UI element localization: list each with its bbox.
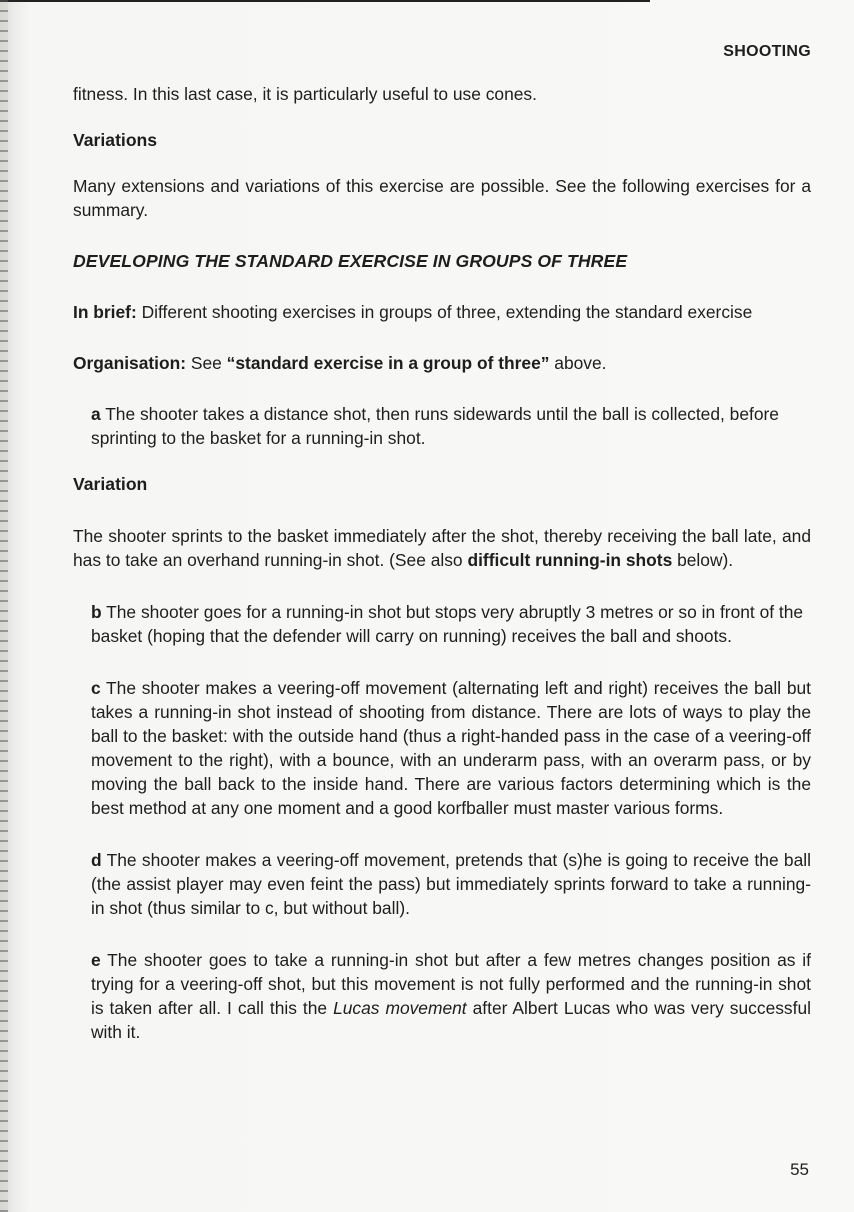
item-b-text: The shooter goes for a running-in shot but stops very abruptly 3 metres or so in front of the basket (hoping that the defender will carry on running) receives the ball and shoots. <box>91 602 804 646</box>
item-c-text: The shooter makes a veering-off movement (alternating left and right) receives the ball but takes a running-in shot instead of shooting from distance. There are lots of ways to play the ball to the basket: with the outside hand (thus a right-handed pass in the case of a veering-off movement to the right), with a bounce, with an underarm pass, with an overarm pass, or by moving the ball back to the inside hand. There are various factors determining which is the best method at any one moment and a good korfballer must master various forms. <box>91 678 811 818</box>
section-title: DEVELOPING THE STANDARD EXERCISE IN GROUPS OF THREE <box>73 251 628 271</box>
item-b-letter: b <box>91 602 102 622</box>
running-head: SHOOTING <box>723 43 811 60</box>
in-brief-label: In brief: <box>73 302 137 322</box>
variation-reference: difficult running-in shots <box>467 550 673 570</box>
item-c-letter: c <box>91 678 101 698</box>
paragraph-fitness: fitness. In this last case, it is particularly useful to use cones. <box>73 84 537 104</box>
variation-text-after: below). <box>672 550 734 570</box>
paragraph-organisation <box>73 351 811 375</box>
paragraph-in-brief <box>73 300 811 324</box>
organisation-text-after: above. <box>549 353 607 373</box>
organisation-reference: “standard exercise in a group of three” <box>226 353 550 373</box>
exercise-item-b <box>73 600 811 648</box>
page-number: 55 <box>790 1160 809 1179</box>
page-content <box>73 82 811 1044</box>
item-e-text-after: after Albert Lucas who was very successful with it. <box>91 998 811 1042</box>
spiral-binding-edge <box>0 0 8 1212</box>
item-e-letter: e <box>91 950 101 970</box>
item-a-text: The shooter takes a distance shot, then runs sidewards until the ball is collected, before sprinting to the basket for a running-in shot. <box>91 404 779 448</box>
item-d-text: The shooter makes a veering-off movement, pretends that (s)he is going to receive the ball (the assist player may even feint the pass) but immediately sprints forward to take a running-in shot (thus similar to c, but without ball). <box>91 850 811 918</box>
exercise-item-e <box>73 948 811 1044</box>
top-rule <box>0 0 650 2</box>
exercise-item-d <box>73 848 811 920</box>
lucas-movement-term: Lucas movement <box>333 998 467 1018</box>
heading-variation: Variation <box>73 474 148 494</box>
exercise-item-a <box>73 402 811 450</box>
item-a-letter: a <box>91 404 101 424</box>
organisation-label: Organisation: <box>73 353 187 373</box>
organisation-text-before: See <box>186 353 227 373</box>
paragraph-extensions: Many extensions and variations of this exercise are possible. See the following exercises for a summary. <box>73 176 811 220</box>
item-d-letter: d <box>91 850 102 870</box>
paragraph-variation <box>73 524 811 572</box>
heading-variations: Variations <box>73 130 158 150</box>
exercise-item-c <box>73 676 811 820</box>
item-e-text-before: The shooter goes to take a running-in shot but after a few metres changes position as if trying for a veering-off shot, but this movement is not fully performed and the running-in shot is taken after all. I call this the <box>91 950 811 1018</box>
in-brief-text: Different shooting exercises in groups of three, extending the standard exercise <box>136 302 753 322</box>
variation-text-before: The shooter sprints to the basket immediately after the shot, thereby receiving the ball late, and has to take an overhand running-in shot. (See also <box>73 526 811 570</box>
